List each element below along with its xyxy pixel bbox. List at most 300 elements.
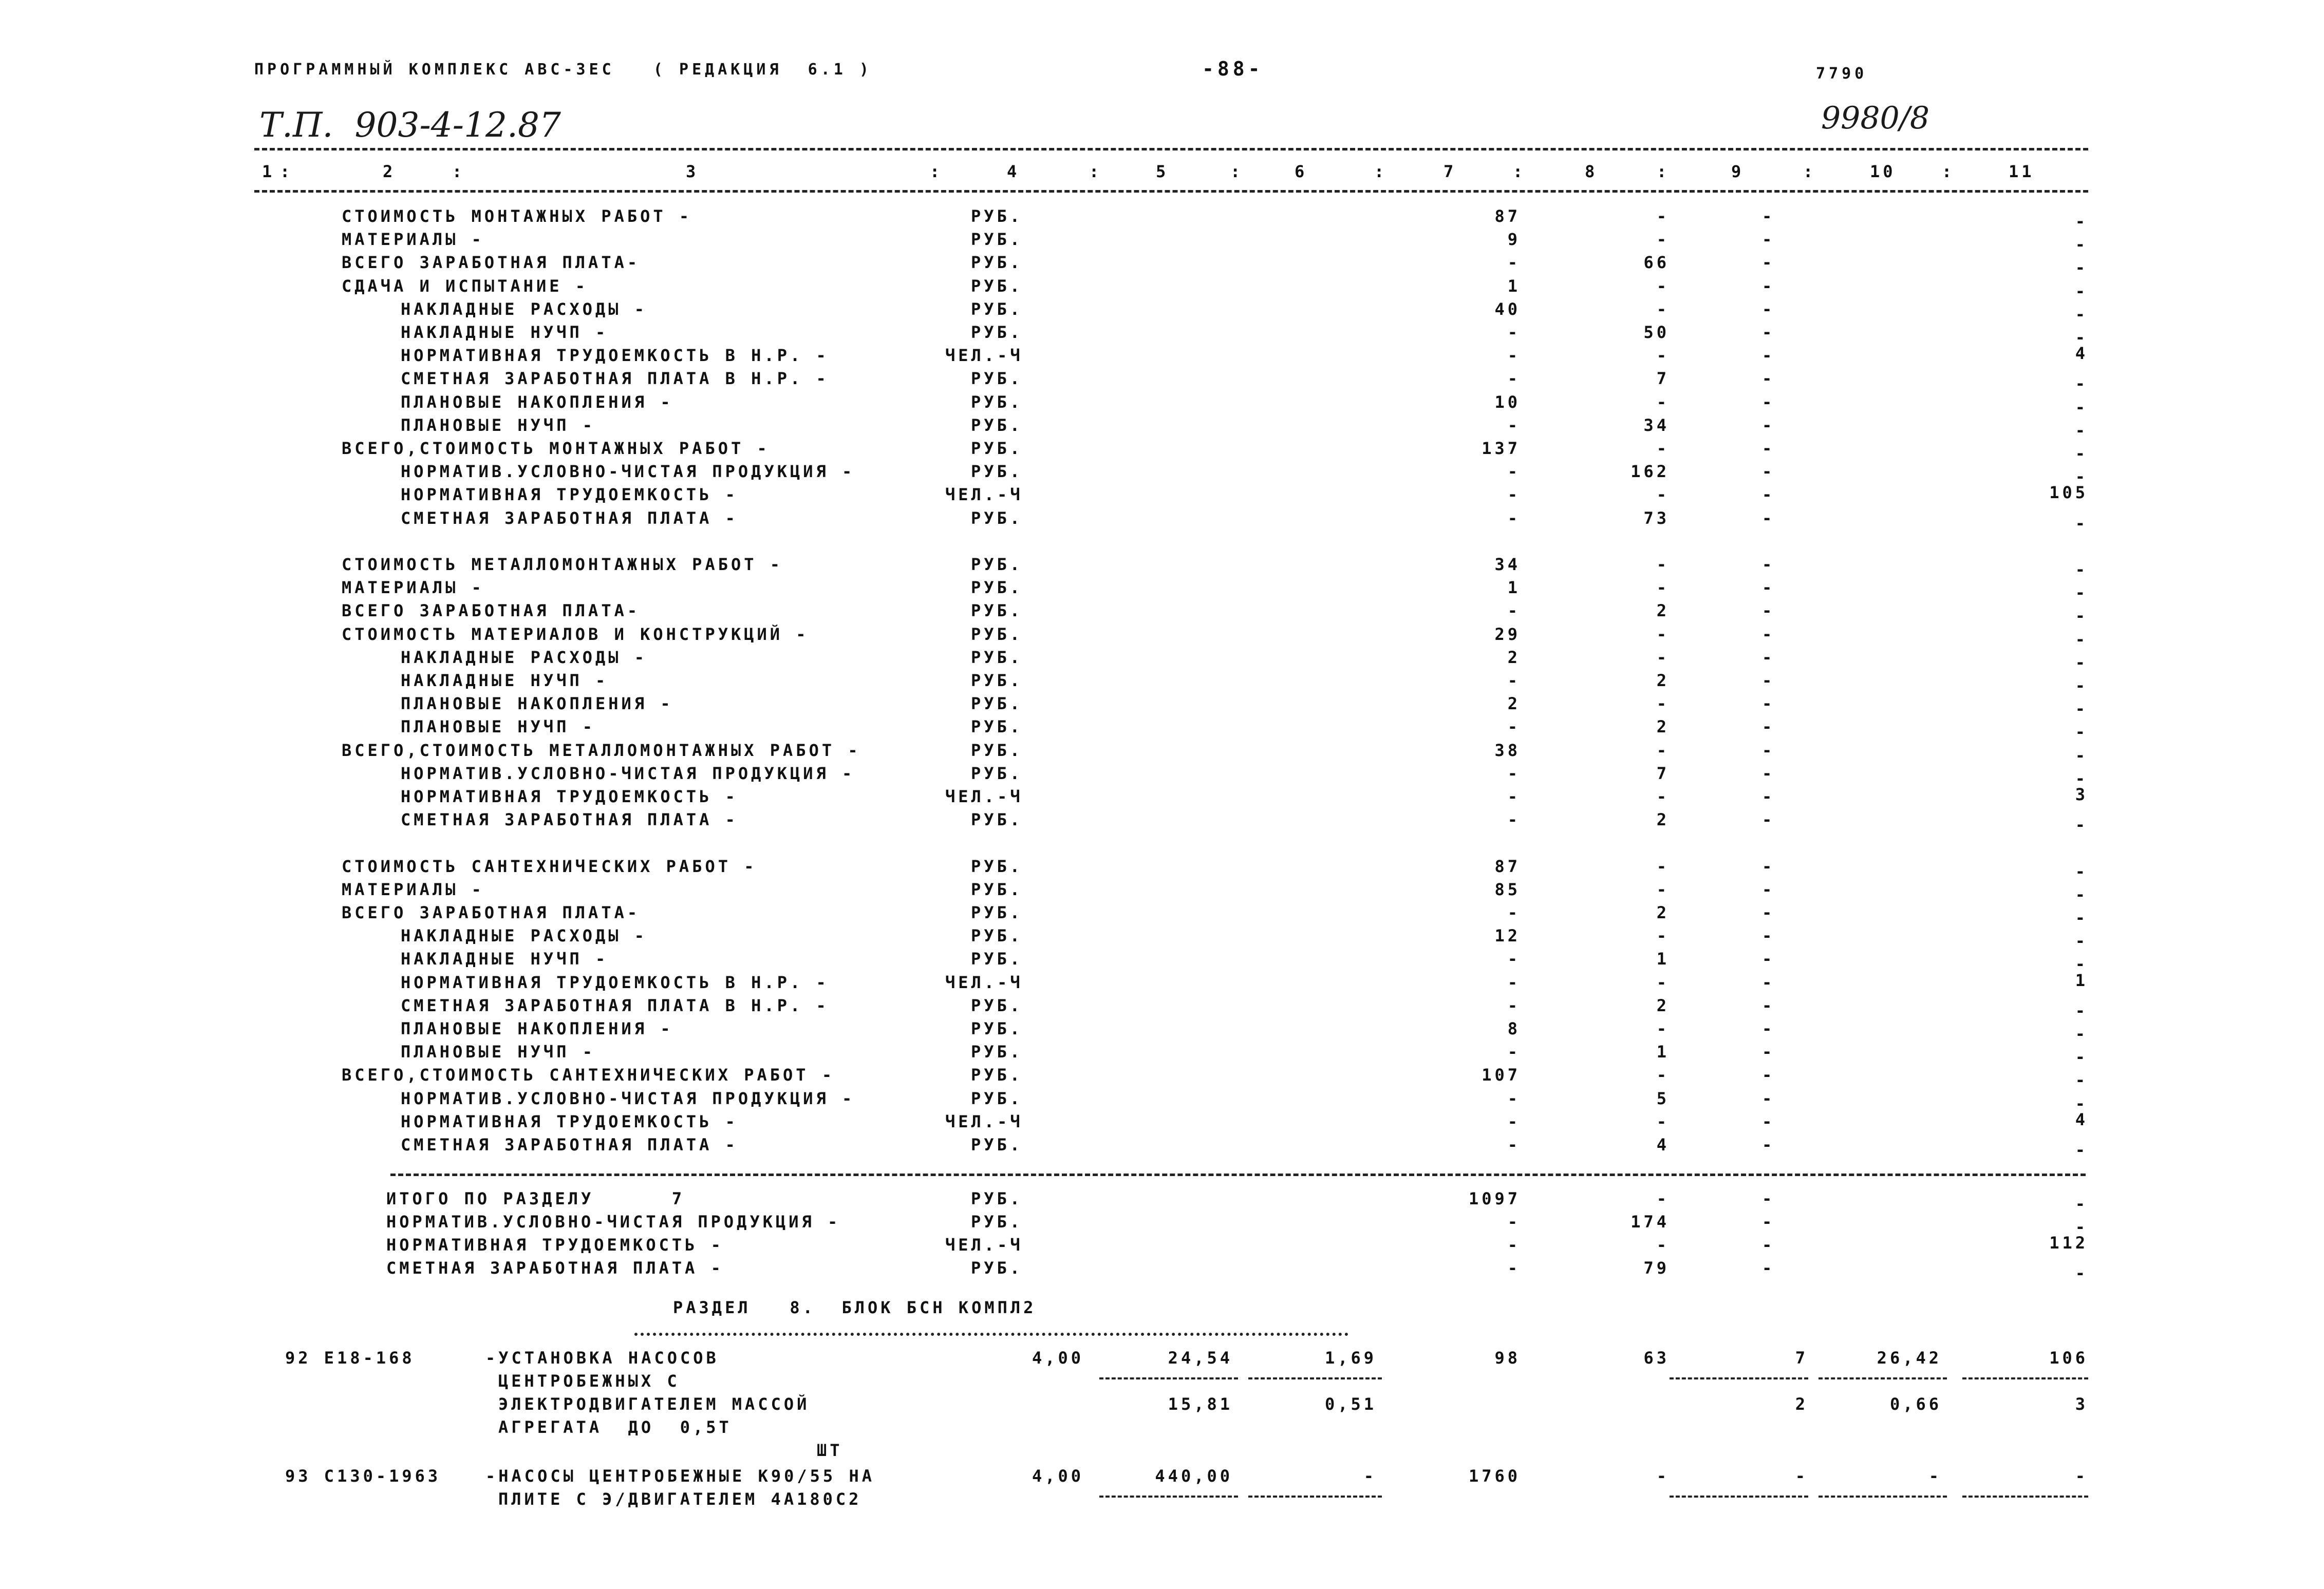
row-unit: РУБ.: [971, 995, 1023, 1015]
row-col11: -: [2075, 815, 2088, 835]
row-col11: -: [2075, 1194, 2088, 1214]
row-col9: -: [1762, 671, 1775, 690]
row-label: СМЕТНАЯ ЗАРАБОТНАЯ ПЛАТА В Н.Р. -: [401, 369, 829, 389]
row-col9: -: [1762, 972, 1775, 992]
item-92-c9: 7: [1795, 1348, 1808, 1368]
item-92-qty: 4,00: [1032, 1348, 1084, 1368]
row-col8: -: [1656, 856, 1670, 876]
row-col9: -: [1762, 601, 1775, 621]
item-92-desc-4: АГРЕГАТА ДО 0,5Т: [498, 1417, 732, 1437]
row-unit: РУБ.: [971, 1019, 1023, 1038]
row-label: ВСЕГО ЗАРАБОТНАЯ ПЛАТА-: [342, 601, 641, 621]
row-col11: -: [2075, 1000, 2088, 1020]
row-col8: 2: [1656, 717, 1670, 737]
row-col9: -: [1762, 1088, 1775, 1108]
row-label: СМЕТНАЯ ЗАРАБОТНАЯ ПЛАТА -: [386, 1258, 724, 1278]
row-col9: -: [1762, 1235, 1775, 1255]
row-label: НОРМАТИВНАЯ ТРУДОЕМКОСТЬ -: [386, 1235, 724, 1255]
row-col11: -: [2075, 861, 2088, 881]
row-unit: ЧЕЛ.-Ч: [945, 972, 1023, 992]
row-label: МАТЕРИАЛЫ -: [342, 879, 484, 899]
row-label: НАКЛАДНЫЕ НУЧП -: [401, 949, 609, 969]
row-label: СТОИМОСТЬ МАТЕРИАЛОВ И КОНСТРУКЦИЙ -: [342, 624, 809, 644]
row-label: НАКЛАДНЫЕ РАСХОДЫ -: [401, 299, 648, 319]
row-col8: 2: [1656, 810, 1670, 830]
row-unit: РУБ.: [971, 299, 1023, 319]
document-code: 7790: [1816, 65, 1868, 83]
row-unit: РУБ.: [971, 601, 1023, 621]
row-col7: -: [1507, 415, 1521, 435]
row-col11: -: [2075, 1263, 2088, 1283]
row-col8: 2: [1656, 601, 1670, 621]
column-number: 8: [1585, 162, 1598, 181]
row-label: ПЛАНОВЫЕ НУЧП -: [401, 717, 595, 737]
row-col8: -: [1656, 392, 1670, 412]
item-93-total: 1760: [1468, 1466, 1521, 1486]
row-col9: -: [1762, 369, 1775, 389]
row-label: ВСЕГО,СТОИМОСТЬ МОНТАЖНЫХ РАБОТ -: [342, 439, 770, 458]
row-label: НОРМАТИВНАЯ ТРУДОЕМКОСТЬ -: [401, 485, 738, 505]
row-col7: 1: [1507, 578, 1521, 598]
row-col11: -: [2075, 583, 2088, 603]
item-93-unit-price: 440,00: [1155, 1466, 1233, 1486]
row-label: НОРМАТИВНАЯ ТРУДОЕМКОСТЬ В Н.Р. -: [401, 346, 829, 366]
item-93-c5-underline: [1099, 1496, 1238, 1498]
row-unit: РУБ.: [971, 578, 1023, 598]
row-col9: -: [1762, 578, 1775, 598]
row-col11: -: [2075, 420, 2088, 440]
column-number: 10: [1870, 162, 1896, 181]
item-92-unit-price-2: 15,81: [1168, 1394, 1233, 1414]
header-divider: [254, 190, 2088, 193]
item-93-unit-wage: -: [1363, 1466, 1377, 1486]
row-col7: 2: [1507, 694, 1521, 714]
row-col11: -: [2075, 1024, 2088, 1044]
row-col8: 2: [1656, 671, 1670, 690]
row-col11: 105: [2049, 483, 2088, 503]
row-col8: 5: [1656, 1088, 1670, 1108]
row-col7: 9: [1507, 230, 1521, 250]
row-col8: 2: [1656, 903, 1670, 922]
item-92-unit-price: 24,54: [1168, 1348, 1233, 1368]
row-col11: -: [2075, 1047, 2088, 1067]
row-col8: -: [1656, 346, 1670, 366]
item-92-total: 98: [1494, 1348, 1521, 1368]
row-unit: РУБ.: [971, 439, 1023, 458]
item-92-c11-underline: [1962, 1377, 2088, 1379]
row-col11: -: [2075, 931, 2088, 951]
row-unit: РУБ.: [971, 717, 1023, 737]
column-number: 11: [2009, 162, 2035, 181]
row-col11: -: [2075, 1093, 2088, 1113]
row-col8: -: [1656, 624, 1670, 644]
item-92-c11-2: 3: [2075, 1394, 2088, 1414]
row-col9: -: [1762, 346, 1775, 366]
row-col9: -: [1762, 485, 1775, 505]
item-93-c9: -: [1795, 1466, 1808, 1486]
item-92-c9-underline: [1670, 1377, 1808, 1379]
row-unit: РУБ.: [971, 1088, 1023, 1108]
row-col8: -: [1656, 647, 1670, 667]
item-92-number: 92 Е18-168: [285, 1348, 415, 1368]
row-col7: -: [1507, 369, 1521, 389]
row-label: НОРМАТИВНАЯ ТРУДОЕМКОСТЬ -: [401, 1111, 738, 1131]
item-93-c11: -: [2075, 1466, 2088, 1486]
row-col8: 79: [1643, 1258, 1670, 1278]
section-total-divider: [390, 1174, 2086, 1176]
row-col8: -: [1656, 694, 1670, 714]
row-col7: -: [1507, 462, 1521, 482]
column-number: 1: [262, 162, 275, 181]
sheet-number-handwritten: 9980/8: [1821, 100, 1930, 136]
row-unit: РУБ.: [971, 253, 1023, 273]
row-col7: 12: [1494, 926, 1521, 946]
row-label: ВСЕГО,СТОИМОСТЬ МЕТАЛЛОМОНТАЖНЫХ РАБОТ -: [342, 740, 861, 760]
item-93-qty: 4,00: [1032, 1466, 1084, 1486]
row-unit: РУБ.: [971, 740, 1023, 760]
row-col7: -: [1507, 485, 1521, 505]
row-col7: -: [1507, 323, 1521, 342]
row-label: НАКЛАДНЫЕ НУЧП -: [401, 323, 609, 342]
column-number: :: [1374, 162, 1388, 181]
column-number: 7: [1444, 162, 1457, 181]
item-93-c6-underline: [1248, 1496, 1382, 1498]
row-unit: ЧЕЛ.-Ч: [945, 346, 1023, 366]
row-label: НАКЛАДНЫЕ НУЧП -: [401, 671, 609, 690]
row-unit: РУБ.: [971, 230, 1023, 250]
top-divider: [254, 148, 2088, 150]
row-col9: -: [1762, 439, 1775, 458]
row-label: МАТЕРИАЛЫ -: [342, 578, 484, 598]
item-93-c9-underline: [1670, 1496, 1808, 1498]
row-col9: -: [1762, 1258, 1775, 1278]
column-number: 2: [383, 162, 396, 181]
column-number: :: [452, 162, 465, 181]
row-unit: РУБ.: [971, 323, 1023, 342]
row-col9: -: [1762, 694, 1775, 714]
item-93-wage-total: -: [1656, 1466, 1670, 1486]
row-col7: 107: [1482, 1065, 1521, 1085]
row-col11: -: [2075, 676, 2088, 695]
row-col8: 7: [1656, 763, 1670, 783]
row-col7: -: [1507, 346, 1521, 366]
row-col8: -: [1656, 439, 1670, 458]
row-col8: -: [1656, 926, 1670, 946]
item-92-desc-3: ЭЛЕКТРОДВИГАТЕЛЕМ МАССОЙ: [498, 1394, 810, 1414]
row-col9: -: [1762, 206, 1775, 226]
row-col11: 1: [2075, 970, 2088, 990]
row-col8: -: [1656, 206, 1670, 226]
row-col8: 7: [1656, 369, 1670, 389]
row-unit: РУБ.: [971, 555, 1023, 574]
row-col9: -: [1762, 276, 1775, 296]
row-col11: -: [2075, 212, 2088, 231]
row-col11: -: [2075, 954, 2088, 974]
row-col9: -: [1762, 1189, 1775, 1208]
item-92-c9-2: 2: [1795, 1394, 1808, 1414]
row-col8: 1: [1656, 949, 1670, 969]
row-unit: РУБ.: [971, 415, 1023, 435]
item-93-c10-underline: [1819, 1496, 1947, 1498]
row-unit: РУБ.: [971, 462, 1023, 482]
row-unit: РУБ.: [971, 276, 1023, 296]
row-unit: РУБ.: [971, 647, 1023, 667]
row-col8: -: [1656, 230, 1670, 250]
row-col11: -: [2075, 397, 2088, 417]
row-label: ПЛАНОВЫЕ НАКОПЛЕНИЯ -: [401, 694, 673, 714]
row-col9: -: [1762, 462, 1775, 482]
row-col8: 50: [1643, 323, 1670, 342]
row-col11: -: [2075, 652, 2088, 672]
row-col9: -: [1762, 624, 1775, 644]
row-col11: -: [2075, 281, 2088, 301]
row-label: НАКЛАДНЫЕ РАСХОДЫ -: [401, 926, 648, 946]
row-col9: -: [1762, 856, 1775, 876]
row-col9: -: [1762, 323, 1775, 342]
row-col7: 2: [1507, 647, 1521, 667]
row-col8: -: [1656, 879, 1670, 899]
row-unit: РУБ.: [971, 369, 1023, 389]
row-col9: -: [1762, 1019, 1775, 1038]
row-label: НАКЛАДНЫЕ РАСХОДЫ -: [401, 647, 648, 667]
row-col8: -: [1656, 578, 1670, 598]
row-col7: -: [1507, 1042, 1521, 1062]
row-col11: -: [2075, 722, 2088, 742]
row-col9: -: [1762, 230, 1775, 250]
row-col7: 10: [1494, 392, 1521, 412]
row-col7: -: [1507, 1088, 1521, 1108]
row-col7: -: [1507, 1235, 1521, 1255]
row-col8: -: [1656, 1189, 1670, 1208]
row-col9: -: [1762, 1042, 1775, 1062]
row-col11: -: [2075, 1217, 2088, 1237]
row-col7: -: [1507, 995, 1521, 1015]
row-col9: -: [1762, 392, 1775, 412]
row-unit: РУБ.: [971, 856, 1023, 876]
row-col9: -: [1762, 717, 1775, 737]
row-col11: -: [2075, 467, 2088, 487]
row-unit: РУБ.: [971, 206, 1023, 226]
column-number: :: [1513, 162, 1526, 181]
row-col7: -: [1507, 1212, 1521, 1232]
row-col11: -: [2075, 1140, 2088, 1160]
row-col8: -: [1656, 740, 1670, 760]
item-92-wage-total: 63: [1643, 1348, 1670, 1368]
row-col9: -: [1762, 299, 1775, 319]
row-col9: -: [1762, 1212, 1775, 1232]
item-93-number: 93 С130-1963: [285, 1466, 441, 1486]
row-unit: РУБ.: [971, 879, 1023, 899]
row-col11: -: [2075, 513, 2088, 533]
row-col7: -: [1507, 810, 1521, 830]
row-col11: -: [2075, 606, 2088, 626]
row-col11: -: [2075, 374, 2088, 394]
row-col9: -: [1762, 1065, 1775, 1085]
row-col7: 137: [1482, 439, 1521, 458]
row-unit: РУБ.: [971, 508, 1023, 528]
row-col8: 4: [1656, 1135, 1670, 1155]
row-label: СТОИМОСТЬ МЕТАЛЛОМОНТАЖНЫХ РАБОТ -: [342, 555, 783, 574]
row-label: СМЕТНАЯ ЗАРАБОТНАЯ ПЛАТА -: [401, 810, 738, 830]
row-unit: РУБ.: [971, 810, 1023, 830]
section-8-title: РАЗДЕЛ 8. БЛОК БСН КОМПЛ2: [673, 1298, 1037, 1317]
row-unit: РУБ.: [971, 1189, 1023, 1208]
column-number: 9: [1731, 162, 1745, 181]
row-col8: 2: [1656, 995, 1670, 1015]
row-col9: -: [1762, 1111, 1775, 1131]
row-label: НОРМАТИВ.УСЛОВНО-ЧИСТАЯ ПРОДУКЦИЯ -: [401, 462, 855, 482]
row-label: НОРМАТИВ.УСЛОВНО-ЧИСТАЯ ПРОДУКЦИЯ -: [401, 1088, 855, 1108]
row-label: ВСЕГО ЗАРАБОТНАЯ ПЛАТА-: [342, 903, 641, 922]
row-label: МАТЕРИАЛЫ -: [342, 230, 484, 250]
row-label: ПЛАНОВЫЕ НУЧП -: [401, 1042, 595, 1062]
row-label: СМЕТНАЯ ЗАРАБОТНАЯ ПЛАТА -: [401, 508, 738, 528]
row-unit: ЧЕЛ.-Ч: [945, 1111, 1023, 1131]
row-col9: -: [1762, 879, 1775, 899]
row-col8: 1: [1656, 1042, 1670, 1062]
row-unit: РУБ.: [971, 694, 1023, 714]
row-col8: -: [1656, 1111, 1670, 1131]
row-col11: -: [2075, 629, 2088, 649]
row-col8: 66: [1643, 253, 1670, 273]
row-col8: -: [1656, 485, 1670, 505]
row-label: СМЕТНАЯ ЗАРАБОТНАЯ ПЛАТА -: [401, 1135, 738, 1155]
row-label: НОРМАТИВ.УСЛОВНО-ЧИСТАЯ ПРОДУКЦИЯ -: [386, 1212, 841, 1232]
row-label: ПЛАНОВЫЕ НАКОПЛЕНИЯ -: [401, 392, 673, 412]
row-col8: -: [1656, 787, 1670, 806]
row-unit: ЧЕЛ.-Ч: [945, 787, 1023, 806]
row-col9: -: [1762, 555, 1775, 574]
row-unit: РУБ.: [971, 1258, 1023, 1278]
item-92-c11: 106: [2049, 1348, 2088, 1368]
row-label: НОРМАТИВ.УСЛОВНО-ЧИСТАЯ ПРОДУКЦИЯ -: [401, 763, 855, 783]
row-col7: 1: [1507, 276, 1521, 296]
row-col9: -: [1762, 995, 1775, 1015]
row-col9: -: [1762, 508, 1775, 528]
row-col9: -: [1762, 787, 1775, 806]
row-col7: -: [1507, 972, 1521, 992]
row-unit: ЧЕЛ.-Ч: [945, 1235, 1023, 1255]
row-col9: -: [1762, 415, 1775, 435]
row-col11: 3: [2075, 785, 2088, 804]
row-unit: РУБ.: [971, 763, 1023, 783]
row-col7: -: [1507, 787, 1521, 806]
row-unit: РУБ.: [971, 1212, 1023, 1232]
row-unit: РУБ.: [971, 392, 1023, 412]
row-col11: -: [2075, 444, 2088, 463]
row-col11: -: [2075, 304, 2088, 324]
row-col11: -: [2075, 884, 2088, 904]
row-col8: -: [1656, 1235, 1670, 1255]
row-col11: -: [2075, 328, 2088, 347]
row-col7: -: [1507, 1135, 1521, 1155]
row-label: ВСЕГО ЗАРАБОТНАЯ ПЛАТА-: [342, 253, 641, 273]
row-unit: РУБ.: [971, 1042, 1023, 1062]
row-col8: -: [1656, 555, 1670, 574]
item-93-desc-2: ПЛИТЕ С Э/ДВИГАТЕЛЕМ 4А180С2: [498, 1489, 862, 1509]
column-number: :: [1803, 162, 1816, 181]
row-col8: 174: [1630, 1212, 1670, 1232]
row-col11: 4: [2075, 1109, 2088, 1129]
row-unit: РУБ.: [971, 1065, 1023, 1085]
row-col7: 85: [1494, 879, 1521, 899]
row-label: СМЕТНАЯ ЗАРАБОТНАЯ ПЛАТА В Н.Р. -: [401, 995, 829, 1015]
column-number: 3: [686, 162, 699, 181]
item-93-desc-1: -НАСОСЫ ЦЕНТРОБЕЖНЫЕ К90/55 НА: [485, 1466, 875, 1486]
column-number: :: [930, 162, 943, 181]
row-unit: РУБ.: [971, 949, 1023, 969]
row-label: НОРМАТИВНАЯ ТРУДОЕМКОСТЬ В Н.Р. -: [401, 972, 829, 992]
row-col7: 40: [1494, 299, 1521, 319]
tp-handwritten-label: Т.П. 903-4-12.87: [259, 105, 561, 145]
row-col7: 87: [1494, 206, 1521, 226]
row-unit: РУБ.: [971, 903, 1023, 922]
row-unit: РУБ.: [971, 671, 1023, 690]
row-col9: -: [1762, 253, 1775, 273]
row-col8: -: [1656, 972, 1670, 992]
row-col11: -: [2075, 908, 2088, 928]
item-92-unit-wage: 1,69: [1324, 1348, 1377, 1368]
item-92-c10: 26,42: [1877, 1348, 1942, 1368]
row-col7: 29: [1494, 624, 1521, 644]
row-col7: 34: [1494, 555, 1521, 574]
row-col11: -: [2075, 768, 2088, 788]
row-col9: -: [1762, 903, 1775, 922]
row-col11: 4: [2075, 344, 2088, 364]
row-col11: -: [2075, 745, 2088, 765]
row-label: СТОИМОСТЬ МОНТАЖНЫХ РАБОТ -: [342, 206, 692, 226]
row-col8: -: [1656, 1065, 1670, 1085]
column-number: 6: [1295, 162, 1308, 181]
item-93-c10: -: [1928, 1466, 1942, 1486]
row-col8: 162: [1630, 462, 1670, 482]
row-col9: -: [1762, 740, 1775, 760]
row-unit: РУБ.: [971, 624, 1023, 644]
row-label: СДАЧА И ИСПЫТАНИЕ -: [342, 276, 589, 296]
row-col8: -: [1656, 1019, 1670, 1038]
row-col7: -: [1507, 1258, 1521, 1278]
column-number: 4: [1007, 162, 1020, 181]
item-92-c6-underline: [1248, 1377, 1382, 1379]
row-label: ПЛАНОВЫЕ НУЧП -: [401, 415, 595, 435]
row-col9: -: [1762, 763, 1775, 783]
row-label: СТОИМОСТЬ САНТЕХНИЧЕСКИХ РАБОТ -: [342, 856, 757, 876]
row-col7: -: [1507, 601, 1521, 621]
row-col11: -: [2075, 560, 2088, 579]
column-number: :: [1657, 162, 1670, 181]
program-header: ПРОГРАММНЫЙ КОМПЛЕКС АВС-3ЕС ( РЕДАКЦИЯ 6.1 ): [254, 61, 872, 79]
row-label: НОРМАТИВНАЯ ТРУДОЕМКОСТЬ -: [401, 787, 738, 806]
item-92-unit: ШТ: [817, 1441, 843, 1460]
item-93-c11-underline: [1962, 1496, 2088, 1498]
row-col9: -: [1762, 647, 1775, 667]
column-number: :: [1089, 162, 1102, 181]
row-col7: 38: [1494, 740, 1521, 760]
row-col8: 73: [1643, 508, 1670, 528]
row-unit: ЧЕЛ.-Ч: [945, 485, 1023, 505]
column-number: :: [280, 162, 293, 181]
row-col8: -: [1656, 276, 1670, 296]
row-col11: 112: [2049, 1233, 2088, 1253]
item-92-c10-underline: [1819, 1377, 1947, 1379]
row-col7: 87: [1494, 856, 1521, 876]
row-col9: -: [1762, 1135, 1775, 1155]
row-col7: -: [1507, 717, 1521, 737]
row-col7: -: [1507, 949, 1521, 969]
row-col11: -: [2075, 258, 2088, 278]
row-label: ВСЕГО,СТОИМОСТЬ САНТЕХНИЧЕСКИХ РАБОТ -: [342, 1065, 835, 1085]
row-col11: -: [2075, 235, 2088, 255]
